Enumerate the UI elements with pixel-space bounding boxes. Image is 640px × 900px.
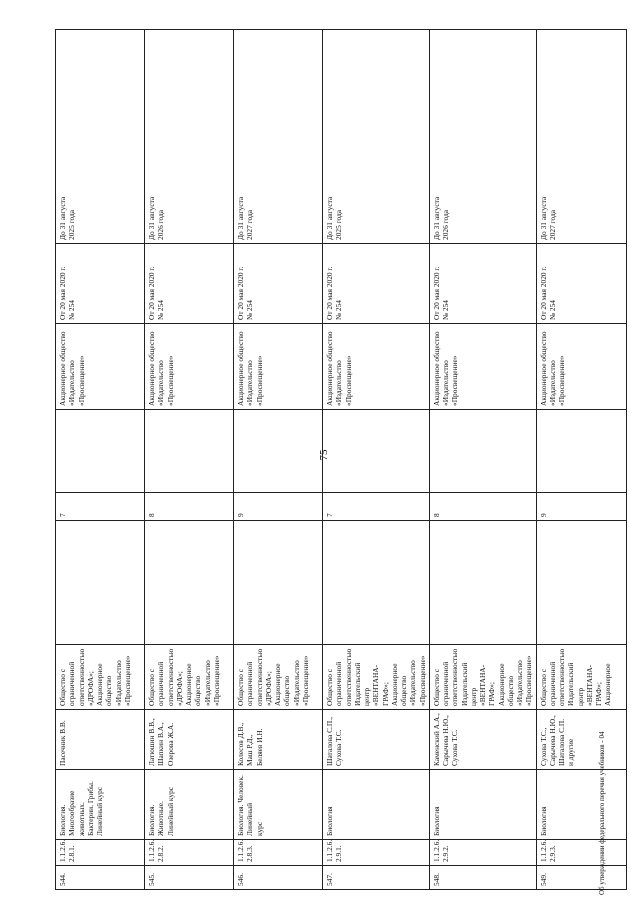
order-reference: От 20 мая 2020 г. № 254 <box>323 244 430 324</box>
table-body <box>56 30 627 890</box>
valid-until: До 31 августа 2026 года <box>145 30 234 244</box>
valid-until: До 31 августа 2025 года <box>56 30 145 244</box>
publisher-current: Акционерное общество «Издательство «Просвещение» <box>323 324 430 410</box>
empty-cell <box>234 521 323 645</box>
textbook-authors: Колесов Д.В., Маш Р.Д., Беляев И.Н. <box>234 710 323 770</box>
empty-cell <box>145 521 234 645</box>
entry-number: 549. <box>536 866 626 890</box>
entry-number: 545. <box>145 866 234 890</box>
valid-until: До 31 августа 2027 года <box>234 30 323 244</box>
grade: 7 <box>56 493 145 521</box>
empty-cell <box>536 521 626 645</box>
publisher-current: Акционерное общество «Издательство «Просвещение» <box>429 324 536 410</box>
publisher: Общество с ограниченной ответственностью Издательский центр «ВЕНТАНА-ГРАФ»; Акционерное общество «Издательство «Просвещение» <box>323 645 430 710</box>
table-row <box>56 30 145 890</box>
empty-cell <box>56 410 145 493</box>
empty-cell <box>323 410 430 493</box>
empty-cell <box>323 521 430 645</box>
textbook-title: Биология. Животные. Линейный курс <box>145 770 234 840</box>
entry-number: 546. <box>234 866 323 890</box>
publisher-current: Акционерное общество «Издательство «Просвещение» <box>234 324 323 410</box>
grade: 9 <box>536 493 626 521</box>
grade: 7 <box>323 493 430 521</box>
page-number: 75 <box>318 449 330 461</box>
grade: 8 <box>429 493 536 521</box>
entry-number: 548. <box>429 866 536 890</box>
textbook-register-table <box>55 29 627 890</box>
entry-code: 1.1.2.6. 2.8.3. <box>234 840 323 866</box>
order-reference: От 20 мая 2020 г. № 254 <box>536 244 626 324</box>
textbook-title: Биология. Человек. Линейный курс <box>234 770 323 840</box>
textbook-title: Биология. Многообразие животных. Бактерии. Грибы. Линейный курс <box>56 770 145 840</box>
grade: 9 <box>234 493 323 521</box>
order-reference: От 20 мая 2020 г. № 254 <box>145 244 234 324</box>
entry-code: 1.1.2.6. 2.9.2. <box>429 840 536 866</box>
empty-cell <box>234 410 323 493</box>
valid-until: До 31 августа 2025 года <box>323 30 430 244</box>
textbook-authors: Каменский А.А., Сарычева Н.Ю., Сухова Т.С. <box>429 710 536 770</box>
table-row <box>323 30 430 890</box>
entry-code: 1.1.2.6. 2.9.3. <box>536 840 626 866</box>
empty-cell <box>536 410 626 493</box>
publisher: Общество с ограниченной ответственностью Издательский центр «ВЕНТАНА-ГРАФ»; Акционерное общество «Издательство «Просвещение» <box>429 645 536 710</box>
table-row <box>536 30 626 890</box>
empty-cell <box>429 410 536 493</box>
entry-code: 1.1.2.6. 2.8.2. <box>145 840 234 866</box>
order-reference: От 20 мая 2020 г. № 254 <box>429 244 536 324</box>
entry-code: 1.1.2.6. 2.9.1. <box>323 840 430 866</box>
publisher-current: Акционерное общество «Издательство «Просвещение» <box>56 324 145 410</box>
textbook-authors: Пасечник В.В. <box>56 710 145 770</box>
table-row <box>234 30 323 890</box>
publisher: Общество с ограниченной ответственностью «ДРОФА»; Акционерное общество «Издательство «Просвещение» <box>145 645 234 710</box>
publisher: Общество с ограниченной ответственностью Издательский центр «ВЕНТАНА-ГРАФ»; Акционерное <box>536 645 626 710</box>
order-reference: От 20 мая 2020 г. № 254 <box>234 244 323 324</box>
textbook-authors: Сухова Т.С., Сарычева Н.Ю., Шаталова С.П. и другие <box>536 710 626 770</box>
grade: 8 <box>145 493 234 521</box>
entry-number: 544. <box>56 866 145 890</box>
valid-until: До 31 августа 2027 года <box>536 30 626 244</box>
publisher: Общество с ограниченной ответственностью «ДРОФА»; Акционерное общество «Издательство «Просвещение» <box>234 645 323 710</box>
valid-until: До 31 августа 2026 года <box>429 30 536 244</box>
empty-cell <box>56 521 145 645</box>
empty-cell <box>145 410 234 493</box>
order-reference: От 20 мая 2020 г. № 254 <box>56 244 145 324</box>
publisher-current: Акционерное общество «Издательство «Просвещение» <box>536 324 626 410</box>
textbook-authors: Латюшин В.В., Шапкин В.А., Озерова Ж.А. <box>145 710 234 770</box>
publisher: Общество с ограниченной ответственностью «ДРОФА»; Акционерное общество «Издательство «Просвещение» <box>56 645 145 710</box>
empty-cell <box>429 521 536 645</box>
table-row <box>429 30 536 890</box>
textbook-title: Биология <box>323 770 430 840</box>
document-footer: Об утверждении федерального перечня учебников - 04 <box>598 731 606 895</box>
publisher-current: Акционерное общество «Издательство «Просвещение» <box>145 324 234 410</box>
textbook-title: Биология <box>536 770 626 840</box>
textbook-authors: Шаталова С.П., Сухова Т.С. <box>323 710 430 770</box>
entry-number: 547. <box>323 866 430 890</box>
entry-code: 1.1.2.6. 2.8.1. <box>56 840 145 866</box>
table-row <box>145 30 234 890</box>
textbook-title: Биология <box>429 770 536 840</box>
